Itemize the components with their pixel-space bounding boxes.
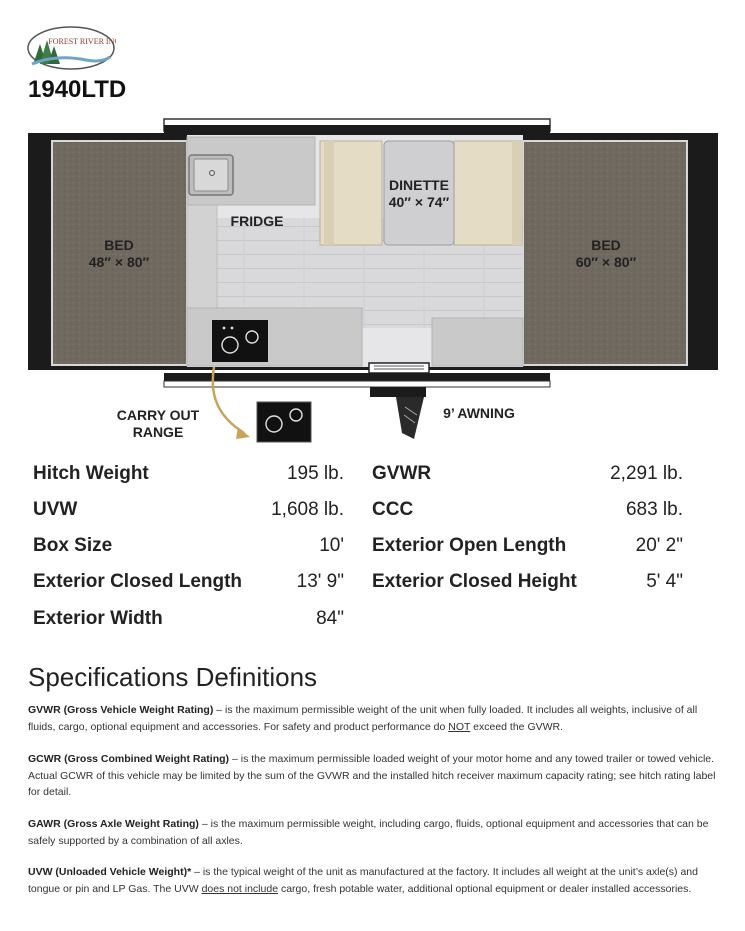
bed-left-size: 48″ × 80″ [88, 254, 150, 270]
fridge-label: FRIDGE [230, 213, 284, 229]
bed-right-title: BED [591, 237, 621, 253]
definitions-title: Specifications Definitions [28, 662, 318, 692]
spec-row-gvwr: GVWR 2,291 lb. [372, 463, 683, 484]
carry-out-range-label: CARRY OUT RANGE [116, 407, 200, 440]
dinette-size: 40″ × 74″ [388, 194, 450, 210]
model-name: 1940LTD [28, 76, 127, 103]
bed-right-size: 60″ × 80″ [575, 254, 637, 270]
spec-row-box-size: Box Size 10' [33, 535, 344, 556]
spec-row-hitch-weight: Hitch Weight 195 lb. [33, 463, 344, 484]
dinette-title: DINETTE [389, 177, 449, 193]
definition-gcwr: GCWR (Gross Combined Weight Rating) – is the maximum permissible loaded weight of your motor home and any towed trailer or towed vehicle. Actual GCWR of this vehicle may be limited by the sum of the GVWR and the installed hitch receiver maximum capacity rating; see hitch rating label for detail. [28, 753, 716, 798]
spec-row-exterior-width: Exterior Width 84" [33, 608, 344, 629]
spec-row-ccc: CCC 683 lb. [372, 499, 683, 520]
logo-text: FOREST RIVER INC [48, 37, 116, 46]
spec-row-exterior-closed-height: Exterior Closed Height 5' 4" [372, 571, 683, 592]
definition-uvw: UVW (Unloaded Vehicle Weight)* – is the typical weight of the unit as manufactured at the factory. It includes all weight at the unit’s axle(s) and tongue or pin and LP Gas. The UVW does not include cargo, fresh potable water, additional optional equipment or dealer installed accessories. [28, 866, 698, 895]
forest-river-logo [26, 24, 116, 72]
bed-left-title: BED [104, 237, 134, 253]
bed-left-label [84, 237, 154, 271]
floorplan [24, 115, 724, 450]
spec-row-exterior-closed-length: Exterior Closed Length 13' 9" [33, 571, 344, 592]
dinette-label [379, 177, 459, 211]
awning-label: 9’ AWNING [443, 405, 515, 421]
bed-right-label [561, 237, 651, 271]
definition-gvwr: GVWR (Gross Vehicle Weight Rating) – is the maximum permissible weight of the unit when fully loaded. It includes all weights, inclusive of all fluids, cargo, optional equipment and accessories. For safety and product performance do NOT exceed the GVWR. [28, 704, 698, 733]
definition-gawr: GAWR (Gross Axle Weight Rating) – is the maximum permissible weight, including cargo, fluids, optional equipment and accessories that can be safely supported by a combination of all axles. [28, 818, 709, 847]
floorplan-drawing [24, 115, 724, 450]
spec-row-exterior-open-length: Exterior Open Length 20' 2" [372, 535, 683, 556]
spec-row-uvw: UVW 1,608 lb. [33, 499, 344, 520]
